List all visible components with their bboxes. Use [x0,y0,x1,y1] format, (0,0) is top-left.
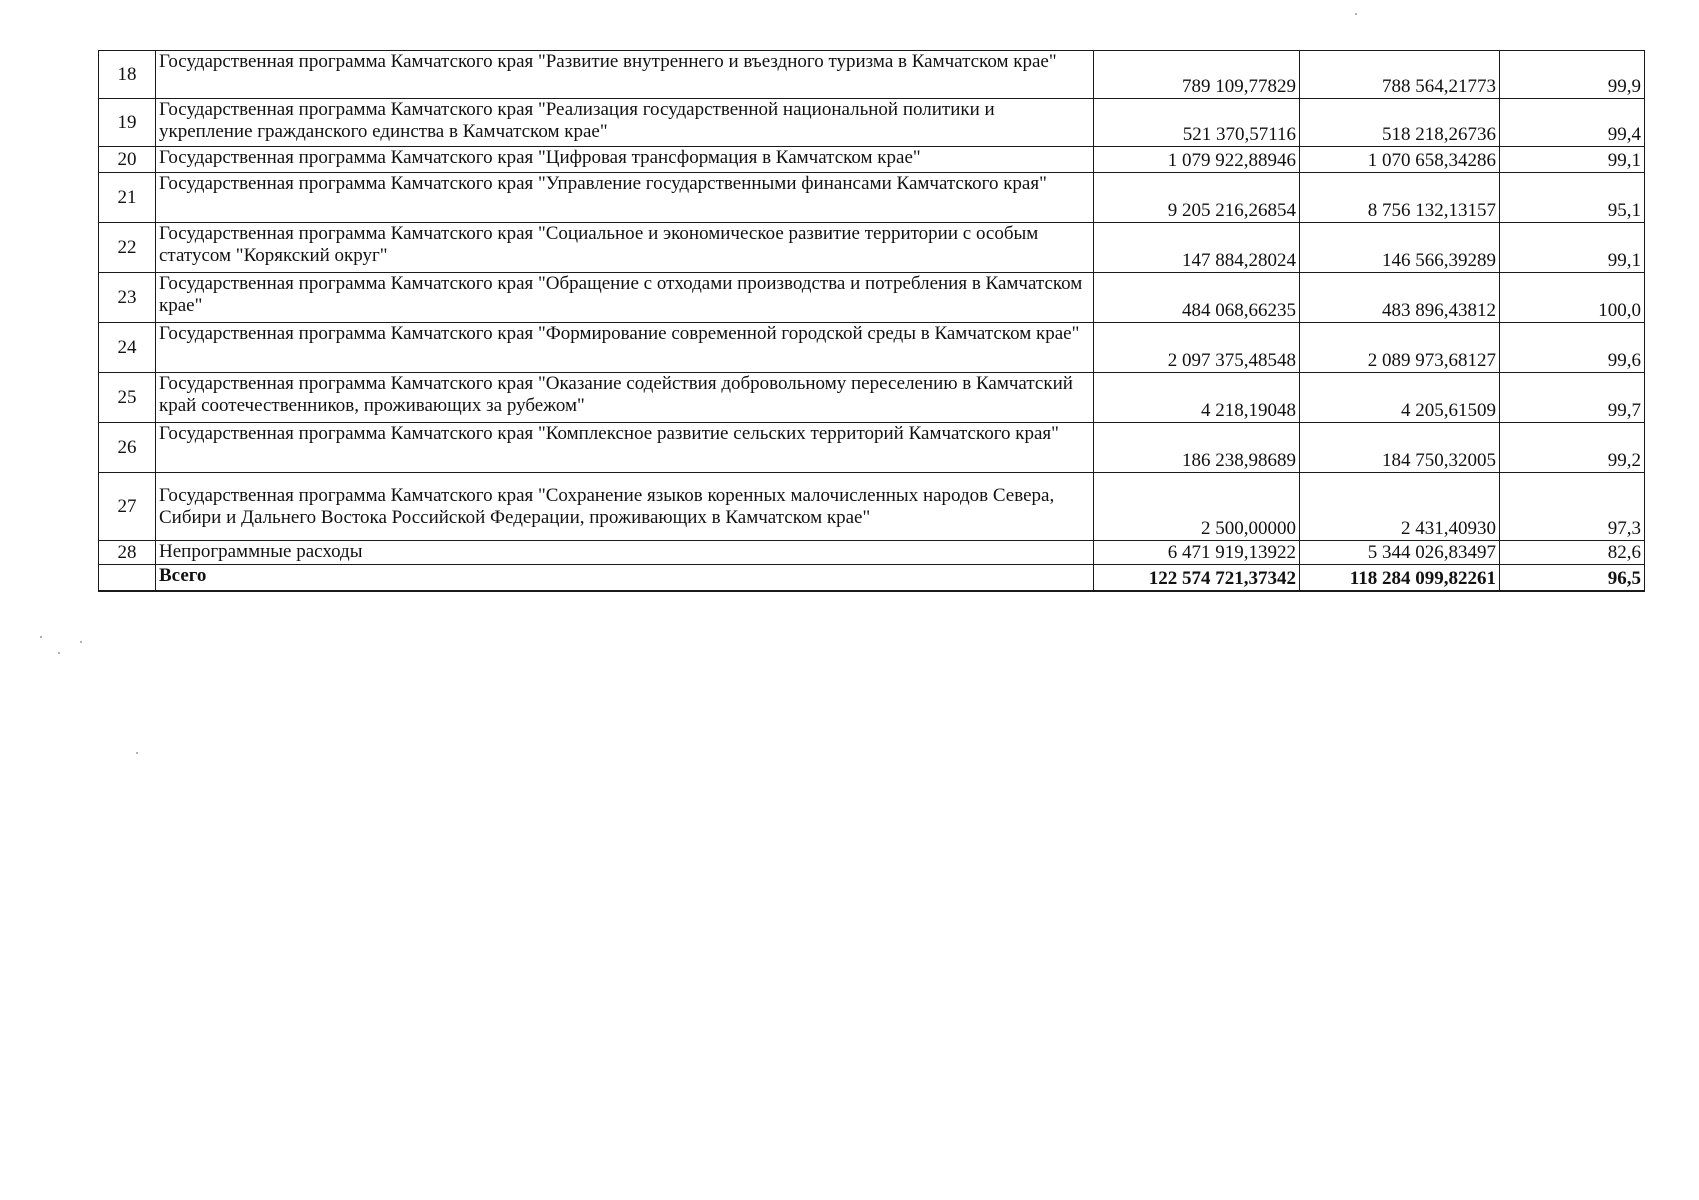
table-row [99,99,1645,147]
table-row [99,273,1645,323]
total-label: Всего [156,565,1094,591]
actual-amount: 2 089 973,68127 [1300,323,1500,373]
total-row [99,565,1645,591]
execution-percent: 99,9 [1500,51,1645,99]
row-number: 27 [99,473,156,541]
row-number: 20 [99,147,156,173]
program-name: Государственная программа Камчатского края "Реализация государственной национальной политики и укрепление гражданского единства в Камчатском крае" [156,99,1094,147]
program-name: Государственная программа Камчатского края "Управление государственными финансами Камчатского края" [156,173,1094,223]
program-name: Государственная программа Камчатского края "Обращение с отходами производства и потребления в Камчатском крае" [156,273,1094,323]
actual-amount: 483 896,43812 [1300,273,1500,323]
planned-amount: 147 884,28024 [1094,223,1300,273]
program-name: Государственная программа Камчатского края "Развитие внутреннего и въездного туризма в Камчатском крае" [156,51,1094,99]
actual-amount: 518 218,26736 [1300,99,1500,147]
program-name: Непрограммные расходы [156,541,1094,565]
total-execution-percent: 96,5 [1500,565,1645,591]
planned-amount: 521 370,57116 [1094,99,1300,147]
row-number: 22 [99,223,156,273]
actual-amount: 4 205,61509 [1300,373,1500,423]
table-row [99,423,1645,473]
row-number: 19 [99,99,156,147]
program-name: Государственная программа Камчатского края "Сохранение языков коренных малочисленных народов Севера, Сибири и Дальнего Востока Российской Федерации, проживающих в Камчатском крае" [156,473,1094,541]
table-row [99,51,1645,99]
execution-percent: 99,1 [1500,223,1645,273]
execution-percent: 100,0 [1500,273,1645,323]
table-row [99,323,1645,373]
planned-amount: 1 079 922,88946 [1094,147,1300,173]
scan-speck [80,641,82,643]
execution-percent: 99,2 [1500,423,1645,473]
planned-amount: 2 500,00000 [1094,473,1300,541]
execution-percent: 97,3 [1500,473,1645,541]
row-number: 25 [99,373,156,423]
row-number-empty [99,565,156,591]
execution-percent: 99,6 [1500,323,1645,373]
actual-amount: 2 431,40930 [1300,473,1500,541]
table-row [99,173,1645,223]
execution-percent: 95,1 [1500,173,1645,223]
table-row [99,473,1645,541]
planned-amount: 9 205 216,26854 [1094,173,1300,223]
planned-amount: 4 218,19048 [1094,373,1300,423]
execution-percent: 99,7 [1500,373,1645,423]
actual-amount: 146 566,39289 [1300,223,1500,273]
execution-percent: 99,4 [1500,99,1645,147]
scan-speck [1355,13,1357,15]
planned-amount: 186 238,98689 [1094,423,1300,473]
budget-execution-table [98,50,1645,592]
total-planned-amount: 122 574 721,37342 [1094,565,1300,591]
program-name: Государственная программа Камчатского края "Социальное и экономическое развитие территории с особым статусом "Корякский округ" [156,223,1094,273]
table-row [99,147,1645,173]
scan-speck [40,636,42,638]
program-name: Государственная программа Камчатского края "Комплексное развитие сельских территорий Камчатского края" [156,423,1094,473]
table-row [99,223,1645,273]
actual-amount: 8 756 132,13157 [1300,173,1500,223]
actual-amount: 1 070 658,34286 [1300,147,1500,173]
table-row [99,373,1645,423]
program-name: Государственная программа Камчатского края "Цифровая трансформация в Камчатском крае" [156,147,1094,173]
table-row [99,541,1645,565]
planned-amount: 6 471 919,13922 [1094,541,1300,565]
planned-amount: 484 068,66235 [1094,273,1300,323]
planned-amount: 789 109,77829 [1094,51,1300,99]
actual-amount: 5 344 026,83497 [1300,541,1500,565]
row-number: 26 [99,423,156,473]
row-number: 18 [99,51,156,99]
total-actual-amount: 118 284 099,82261 [1300,565,1500,591]
actual-amount: 788 564,21773 [1300,51,1500,99]
row-number: 28 [99,541,156,565]
program-name: Государственная программа Камчатского края "Оказание содействия добровольному переселению в Камчатский край соотечественников, проживающих за рубежом" [156,373,1094,423]
actual-amount: 184 750,32005 [1300,423,1500,473]
planned-amount: 2 097 375,48548 [1094,323,1300,373]
scan-speck [136,752,138,754]
execution-percent: 99,1 [1500,147,1645,173]
execution-percent: 82,6 [1500,541,1645,565]
row-number: 23 [99,273,156,323]
scan-speck [58,652,60,654]
row-number: 21 [99,173,156,223]
program-name: Государственная программа Камчатского края "Формирование современной городской среды в Камчатском крае" [156,323,1094,373]
row-number: 24 [99,323,156,373]
